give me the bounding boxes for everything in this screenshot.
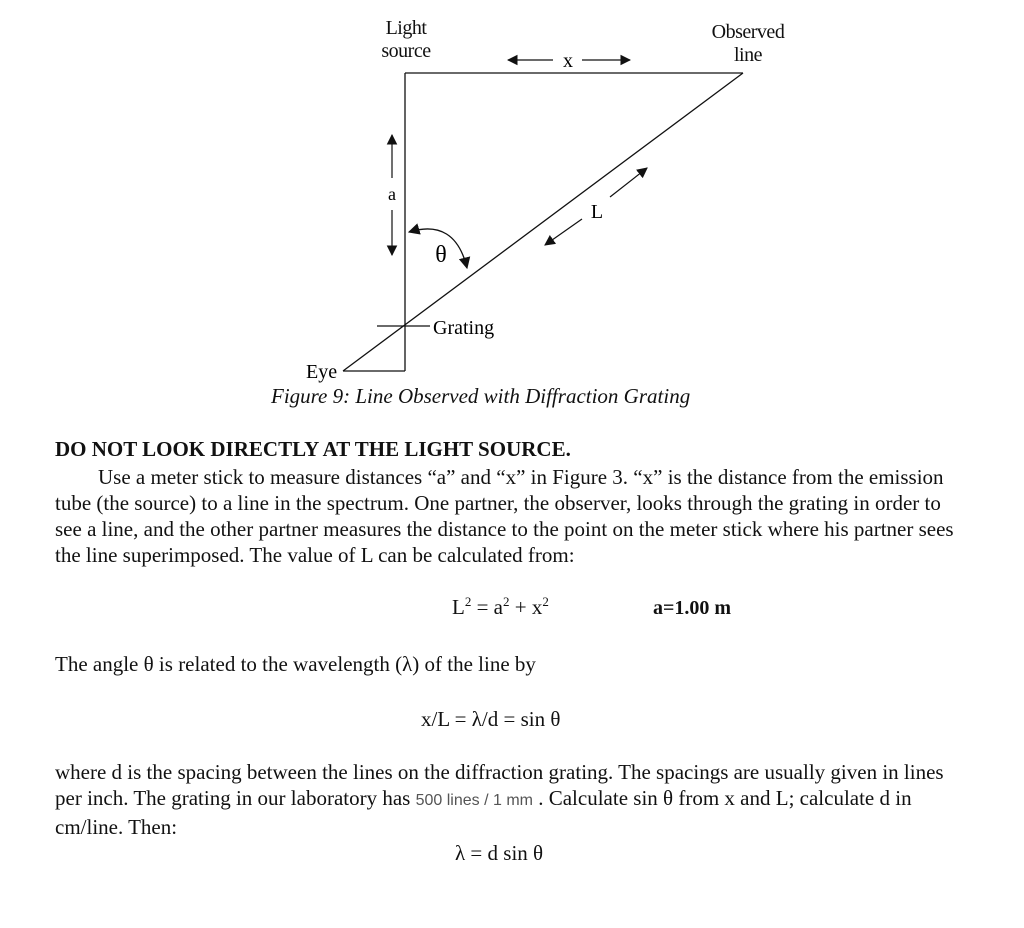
paragraph-2: The angle θ is related to the wavelength (λ) of the line by xyxy=(55,652,536,676)
eq1-equals-a: = a xyxy=(471,595,503,619)
diffraction-diagram xyxy=(0,0,1024,400)
eq1-exp-a: 2 xyxy=(503,594,510,609)
eye-label: Eye xyxy=(306,361,338,383)
light-source-label-line2: source xyxy=(381,40,431,62)
eq1-exp-x: 2 xyxy=(542,594,549,609)
paragraph-2-block xyxy=(55,651,955,677)
theta-label: θ xyxy=(435,242,447,268)
figure-caption: Figure 9: Line Observed with Diffraction Grating xyxy=(271,384,691,408)
given-a-value: a=1.00 m xyxy=(653,597,732,619)
equation-L-squared xyxy=(452,595,549,620)
safety-warning: DO NOT LOOK DIRECTLY AT THE LIGHT SOURCE. xyxy=(55,437,571,461)
paragraph-3-block xyxy=(55,759,955,840)
observed-line-label-line2: line xyxy=(734,44,762,66)
grating-spec: 500 lines / 1 mm xyxy=(415,792,533,809)
a-label: a xyxy=(388,184,396,204)
L-arrow-up xyxy=(610,168,647,197)
light-source-label-line1: Light xyxy=(385,17,427,39)
eq1-L: L xyxy=(452,595,465,619)
eq1-plus-x: + x xyxy=(509,595,543,619)
paragraph-3-end: . Calculate sin θ from x and L; calculate d in cm/line. Then: xyxy=(55,786,912,839)
equation-wavelength: λ = d sin θ xyxy=(455,841,544,865)
L-arrow-down xyxy=(545,219,582,245)
L-label: L xyxy=(590,201,604,223)
eq1-exp-L: 2 xyxy=(464,594,472,609)
paragraph-3-start: where d is the spacing between the lines on the diffraction grating. The spacings are usually given in lines per inch. The grating in our laboratory has xyxy=(55,760,944,810)
observed-line-label-line1: Observed xyxy=(711,21,785,43)
instructions-paragraph xyxy=(55,464,955,568)
paragraph-3 xyxy=(55,759,955,840)
paragraph-1: Use a meter stick to measure distances “a” and “x” in Figure 3. “x” is the distance from the emission tube (the source) to a line in the spectrum. One partner, the observer, looks through the grating in order to see a line, and the other partner measures the distance to the point on the meter stick where his partner sees the line superimposed. The value of L can be calculated from: xyxy=(55,465,954,567)
equation-sine-theta: x/L = λ/d = sin θ xyxy=(421,707,561,731)
grating-label: Grating xyxy=(433,317,495,339)
x-label: x xyxy=(563,50,573,72)
